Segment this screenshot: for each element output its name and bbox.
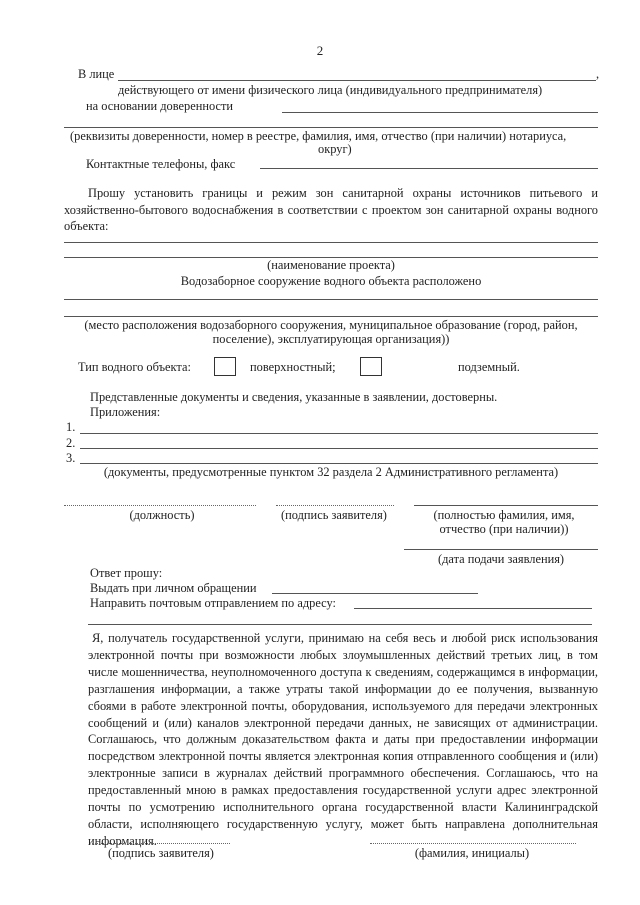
surface-option-label: поверхностный; — [250, 360, 336, 374]
disclaimer-text: Я, получатель государственной услуги, принимаю на себя весь и любой риск использования электронной почты при возможности любых злоумышленных действий третьих лиц, в том числе мошенничества, неуполномоченного доступа к сведениям, содержащимся в информации, разглашения информации, а также утраты такой информации до ее получения, вызванную сбоями в работе электронной почты, оборудования, используемого для передачи электронных сообщений и (или) каналов электронной передачи данных, не зависящих от администрации. Соглашаюсь, что должным доказательством факта и даты при предоставлении информации посредством электронной почты является электронная копия отправленного сообщения и (или) электронные записи в журналах действий программного обеспечения. Соглашаюсь, что на предоставленный мною в рамках предоставления государственной услуги адрес электронной почты по усмотрению исполнительного органа государственной власти Калининградской области, исполняющего государственную услугу, может быть направлена дополнительная информация. — [88, 631, 598, 848]
attachment-item-2: 2. — [66, 436, 76, 450]
footer-name-field[interactable] — [370, 843, 576, 844]
position-field[interactable] — [64, 505, 256, 506]
proxy-field[interactable] — [282, 112, 598, 113]
in-person-comma: , — [596, 67, 600, 81]
project-hint: (наименование проекта) — [267, 258, 395, 272]
proxy-hint-line1: (реквизиты доверенности, номер в реестре, фамилия, имя, отчество (при наличии) нотариуса, — [70, 129, 567, 143]
attachment-item-3: 3. — [66, 451, 76, 465]
attachments-statement: Представленные документы и сведения, указанные в заявлении, достоверны. — [90, 390, 498, 404]
request-text: Прошу установить границы и режим зон санитарной охраны источников питьевого и хозяйственно-бытового водоснабжения в соответствии с проектом зон санитарной охраны водного объекта: — [64, 186, 598, 233]
response-by-mail: Направить почтовым отправлением по адресу: — [90, 596, 336, 610]
attachment-item-1: 1. — [66, 420, 76, 434]
location-hint-line1: (место расположения водозаборного сооружения, муниципальное образование (город, район, — [84, 318, 578, 332]
fullname-hint-line1: (полностью фамилия, имя, — [433, 508, 575, 522]
page-number: 2 — [316, 43, 324, 58]
response-address-field[interactable] — [354, 608, 592, 609]
in-person-label: В лице — [78, 67, 115, 81]
location-label: Водозаборное сооружение водного объекта расположено — [180, 274, 482, 288]
acting-hint: действующего от имени физического лица (индивидуального предпринимателя) — [118, 83, 543, 97]
attachment-field-3[interactable] — [80, 463, 598, 464]
underground-checkbox[interactable] — [360, 357, 382, 376]
in-person-field[interactable] — [118, 80, 596, 81]
response-in-person-field[interactable] — [272, 593, 478, 594]
underground-option-label: подземный. — [458, 360, 520, 374]
attachments-label: Приложения: — [90, 405, 161, 419]
proxy-field-2[interactable] — [64, 127, 598, 128]
position-hint: (должность) — [129, 508, 195, 522]
phones-field[interactable] — [260, 168, 598, 169]
footer-name-hint: (фамилия, инициалы) — [414, 846, 530, 860]
signature-field[interactable] — [276, 505, 394, 506]
fullname-hint-line2: отчество (при наличии)) — [439, 522, 569, 536]
attachments-hint: (документы, предусмотренные пунктом 32 раздела 2 Административного регламента) — [103, 465, 559, 479]
water-type-label: Тип водного объекта: — [78, 360, 191, 374]
proxy-hint-line2: округ) — [318, 142, 352, 156]
footer-signature-hint: (подпись заявителя) — [108, 846, 214, 860]
proxy-label: на основании доверенности — [86, 99, 234, 113]
attachment-field-2[interactable] — [80, 448, 598, 449]
location-field-1[interactable] — [64, 299, 598, 300]
response-label: Ответ прошу: — [90, 566, 163, 580]
footer-signature-field[interactable] — [92, 843, 230, 844]
signature-hint: (подпись заявителя) — [281, 508, 387, 522]
location-field-2[interactable] — [64, 316, 598, 317]
response-address-field-2[interactable] — [88, 624, 592, 625]
phones-label: Контактные телефоны, факс — [86, 157, 236, 171]
fullname-field[interactable] — [414, 505, 598, 506]
date-hint: (дата подачи заявления) — [437, 552, 565, 566]
surface-checkbox[interactable] — [214, 357, 236, 376]
request-field-1[interactable] — [64, 242, 598, 243]
response-in-person: Выдать при личном обращении — [90, 581, 257, 595]
date-field[interactable] — [404, 549, 598, 550]
attachment-field-1[interactable] — [80, 433, 598, 434]
location-hint-line2: поселение), эксплуатирующая организация)) — [212, 332, 450, 346]
